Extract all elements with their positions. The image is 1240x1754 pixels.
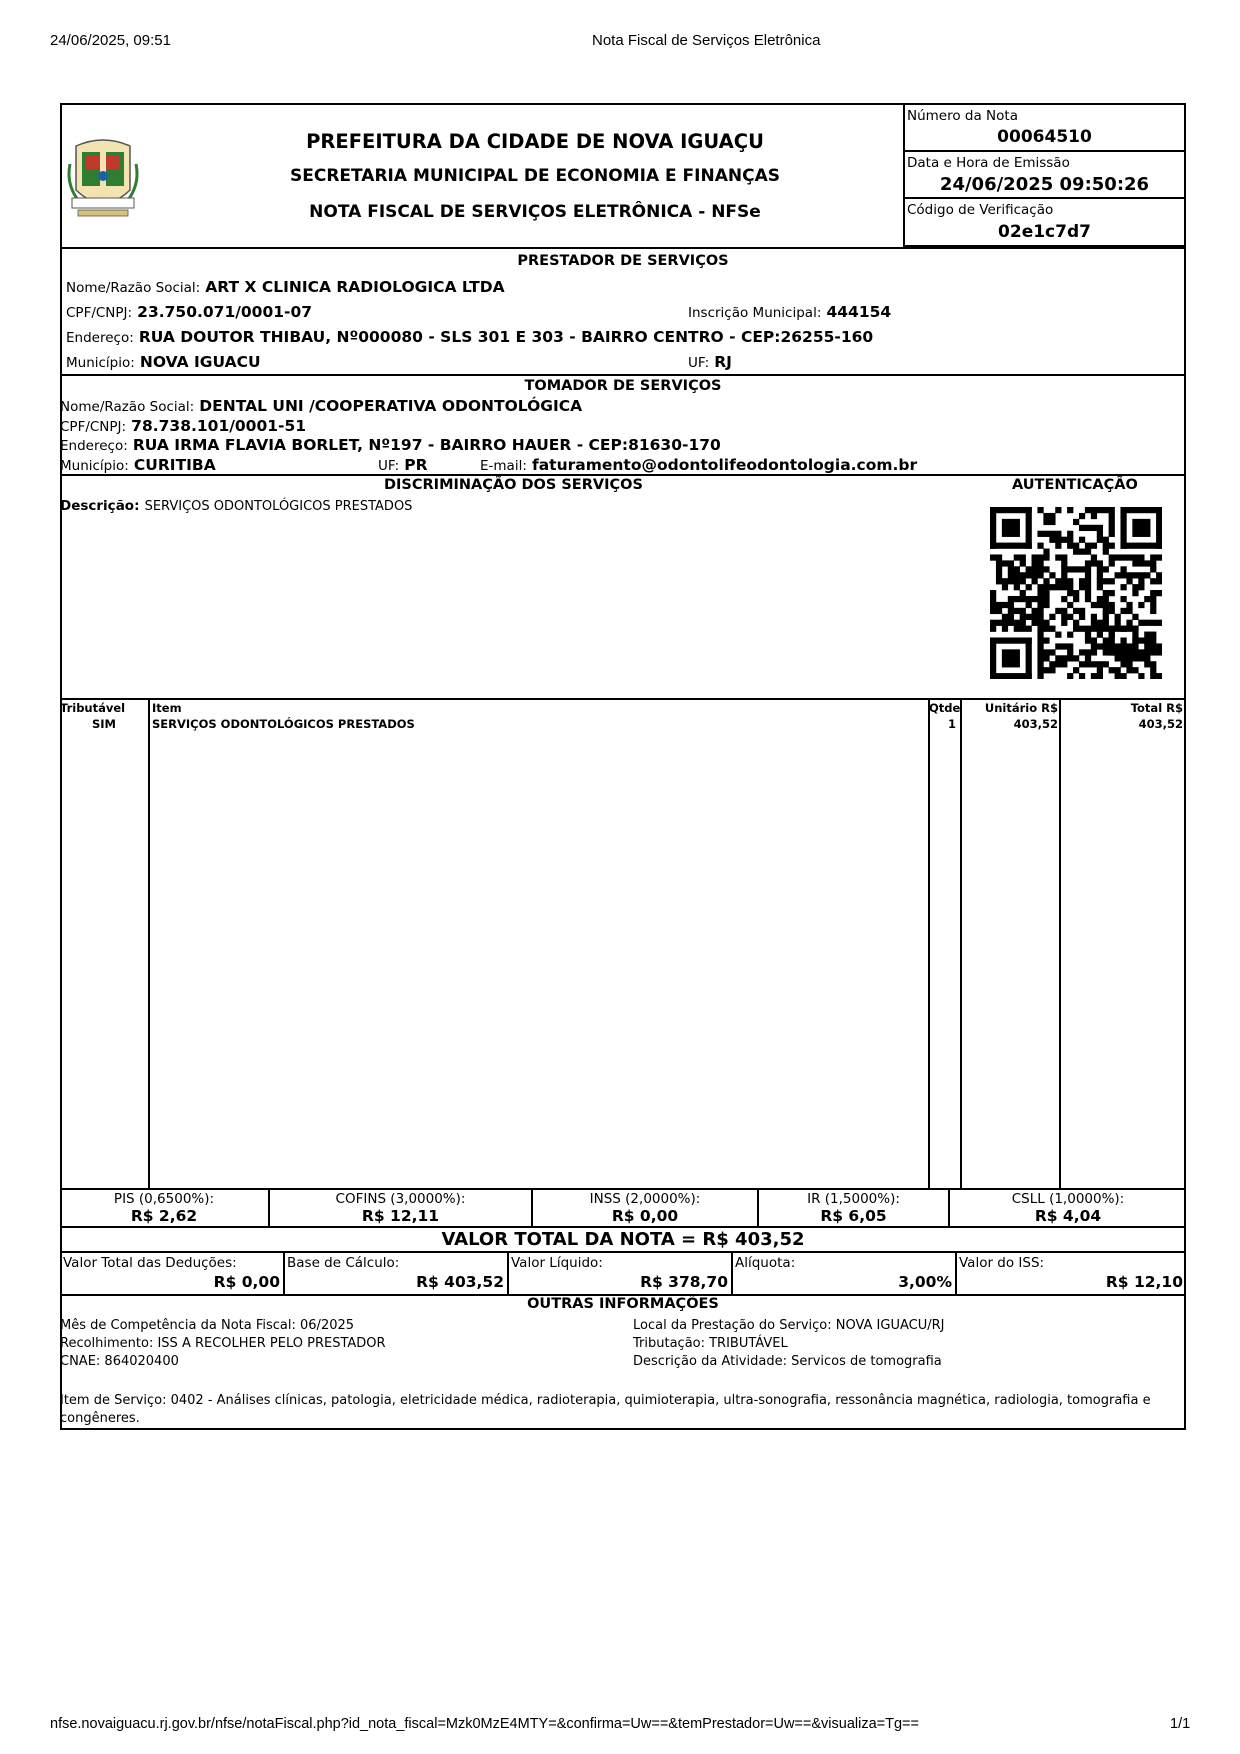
cofins-label: COFINS (3,0000%): [335,1191,466,1207]
valor-total-nota: VALOR TOTAL DA NOTA = R$ 403,52 [441,1229,805,1250]
descricao-label: Descrição: [60,498,140,514]
codigo-verificacao: 02e1c7d7 [998,222,1091,242]
print-title: Nota Fiscal de Serviços Eletrônica [592,32,821,49]
col-tributavel-header: Tributável [60,701,126,715]
cofins-value: R$ 12,11 [361,1207,440,1225]
tomador-nome-label: Nome/Razão Social: [60,399,195,415]
prestador-municipio-row [66,352,261,371]
city-crest-icon [66,134,140,220]
prestador-endereco: RUA DOUTOR THIBAU, Nº000080 - SLS 301 E 303 - BAIRRO CENTRO - CEP:26255-160 [138,328,874,346]
secretaria-title: SECRETARIA MUNICIPAL DE ECONOMIA E FINANÇAS [290,166,780,186]
deducoes-label: Valor Total das Deduções: [63,1255,237,1271]
pis-label: PIS (0,6500%): [113,1191,215,1207]
prestador-title: PRESTADOR DE SERVIÇOS [517,253,729,269]
tomador-uf: PR [404,456,428,474]
prestador-municipio-label: Município: [66,355,135,371]
tax-pis [60,1191,268,1225]
ir-value: R$ 6,05 [820,1207,887,1225]
print-datetime: 24/06/2025, 09:51 [50,32,171,49]
row-qtde: 1 [947,717,956,731]
prestador-im-label: Inscrição Municipal: [688,305,822,321]
prestador-nome-label: Nome/Razão Social: [66,280,201,296]
numero-label: Número da Nota [907,108,1018,124]
tax-ir [759,1191,948,1225]
prestador-nome-row [66,277,505,296]
qr-code-icon [990,507,1162,679]
tomador-nome-row [60,396,582,415]
prestador-nome: ART X CLINICA RADIOLOGICA LTDA [205,278,505,296]
descricao-atividade: Descrição da Atividade: Servicos de tomografia [633,1354,942,1369]
tomador-cnpj-row [60,416,306,435]
tomador-cnpj: 78.738.101/0001-51 [131,417,307,435]
col-item-header: Item [152,701,182,715]
autenticacao-title: AUTENTICAÇÃO [1012,477,1138,493]
tomador-uf-row [378,455,428,474]
tomador-municipio-row [60,455,216,474]
liquido-label: Valor Líquido: [511,1255,603,1271]
tomador-email-label: E-mail: [480,458,527,474]
tomador-endereco-label: Endereço: [60,438,128,454]
prefeitura-title: PREFEITURA DA CIDADE DE NOVA IGUAÇU [306,130,764,153]
tomador-uf-label: UF: [378,458,400,474]
prestador-endereco-label: Endereço: [66,330,134,346]
local-prestacao: Local da Prestação do Serviço: NOVA IGUACU/RJ [633,1318,945,1333]
base-value: R$ 403,52 [416,1273,504,1291]
prestador-uf-label: UF: [688,355,710,371]
col-qtde-header: Qtde [929,701,961,715]
ir-label: IR (1,5000%): [807,1191,900,1207]
emissao-label: Data e Hora de Emissão [907,155,1070,171]
deducoes-value: R$ 0,00 [213,1273,280,1291]
row-tributavel: SIM [91,717,116,731]
discriminacao-title: DISCRIMINAÇÃO DOS SERVIÇOS [384,477,643,493]
tomador-cnpj-label: CPF/CNPJ: [60,419,127,435]
iss-label: Valor do ISS: [959,1255,1045,1271]
tomador-nome: DENTAL UNI /COOPERATIVA ODONTOLÓGICA [199,397,583,415]
prestador-endereco-row [66,327,873,346]
numero-nota: 00064510 [997,127,1092,147]
outras-title: OUTRAS INFORMAÇÕES [527,1296,719,1312]
col-total-header: Total R$ [1130,701,1183,715]
prestador-cnpj: 23.750.071/0001-07 [137,303,313,321]
aliquota-value: 3,00% [898,1273,952,1291]
data-emissao: 24/06/2025 09:50:26 [939,174,1150,195]
descricao-row [60,495,412,514]
print-url[interactable]: nfse.novaiguacu.rj.gov.br/nfse/notaFiscal.php?id_nota_fiscal=Mzk0MzE4MTY=&confirma=Uw==&temPrestador=Uw==&visualiza=Tg== [50,1716,919,1732]
tomador-municipio-label: Município: [60,458,129,474]
tomador-endereco: RUA IRMA FLAVIA BORLET, Nº197 - BAIRRO HAUER - CEP:81630-170 [132,436,721,454]
prestador-uf: RJ [714,353,732,371]
tributacao: Tributação: TRIBUTÁVEL [633,1336,788,1351]
tomador-municipio: CURITIBA [133,456,216,474]
tax-csll [950,1191,1186,1225]
prestador-cnpj-label: CPF/CNPJ: [66,305,133,321]
tomador-title: TOMADOR DE SERVIÇOS [524,378,722,394]
prestador-uf-row [688,352,732,371]
print-page-count: 1/1 [1170,1716,1191,1732]
tax-inss [533,1191,757,1225]
inss-value: R$ 0,00 [611,1207,679,1225]
tomador-email: faturamento@odontolifeodontologia.com.br [531,456,918,474]
csll-label: CSLL (1,0000%): [1011,1191,1125,1207]
row-item: SERVIÇOS ODONTOLÓGICOS PRESTADOS [152,717,415,731]
cnae: CNAE: 864020400 [60,1354,179,1369]
liquido-value: R$ 378,70 [640,1273,728,1291]
iss-value: R$ 12,10 [1105,1273,1183,1291]
row-total: 403,52 [1138,717,1183,731]
prestador-im-row [688,302,891,321]
recolhimento: Recolhimento: ISS A RECOLHER PELO PRESTADOR [60,1336,386,1351]
descricao-text: SERVIÇOS ODONTOLÓGICOS PRESTADOS [144,499,413,514]
codigo-label: Código de Verificação [907,202,1054,218]
tomador-endereco-row [60,435,721,454]
csll-value: R$ 4,04 [1034,1207,1102,1225]
aliquota-label: Alíquota: [735,1255,796,1271]
row-unitario: 403,52 [1013,717,1058,731]
col-unitario-header: Unitário R$ [984,701,1058,715]
prestador-cnpj-row [66,302,312,321]
competencia: Mês de Competência da Nota Fiscal: 06/2025 [60,1318,355,1333]
inss-label: INSS (2,0000%): [589,1191,701,1207]
base-label: Base de Cálculo: [287,1255,400,1271]
tomador-email-row [480,455,917,474]
pis-value: R$ 2,62 [130,1207,198,1225]
tax-cofins [270,1191,531,1225]
nfse-title: NOTA FISCAL DE SERVIÇOS ELETRÔNICA - NFSe [309,202,761,222]
prestador-municipio: NOVA IGUACU [139,353,261,371]
item-servico: Item de Serviço: 0402 - Análises clínicas, patologia, eletricidade médica, radioterapia, quimioterapia, ultra-sonografia, ressonância magnética, radiologia, tomografia e congêneres. [60,1393,1151,1426]
prestador-im: 444154 [826,303,892,321]
